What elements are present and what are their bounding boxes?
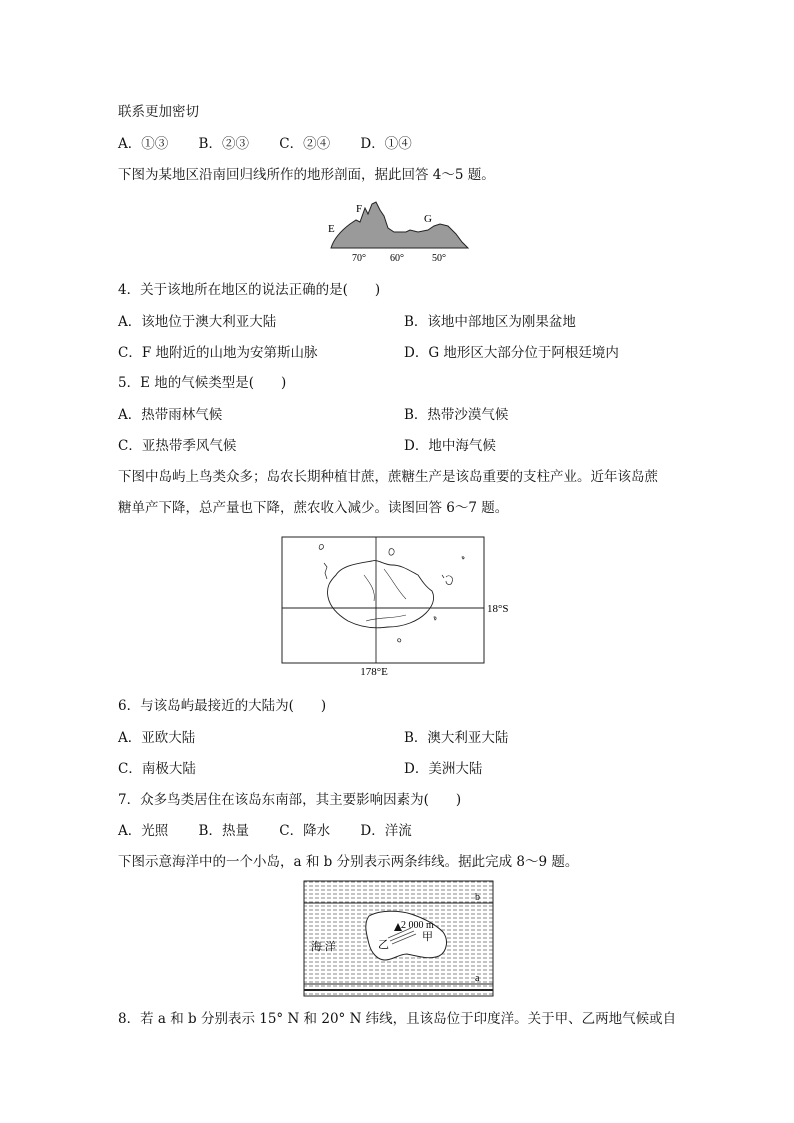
terrain-profile-shape — [331, 202, 468, 248]
ocean-island-figure — [303, 880, 495, 998]
q8-stem: 8．若 a 和 b 分别表示 15° N 和 20° N 纬线，且该岛位于印度洋。关于甲、乙两地气候或自 — [118, 1011, 677, 1027]
q7-option-b[interactable]: B．热量 — [198, 823, 249, 839]
q6-option-d[interactable]: D．美洲大陆 — [404, 761, 483, 777]
q3-options — [118, 135, 438, 153]
q5-option-b[interactable]: B．热带沙漠气候 — [404, 407, 509, 423]
q7-option-c[interactable]: C．降水 — [279, 823, 331, 839]
q3-option-d[interactable]: D．①④ — [360, 136, 412, 152]
q4-stem: 4．关于该地所在地区的说法正确的是( ) — [118, 282, 381, 298]
lat-label: 18°S — [487, 603, 509, 615]
q4-option-a[interactable]: A．该地位于澳大利亚大陆 — [118, 314, 277, 330]
q4-option-c[interactable]: C．F 地附近的山地为安第斯山脉 — [118, 345, 318, 361]
tick-60: 60° — [390, 253, 404, 264]
continuation-text: 联系更加密切 — [118, 104, 199, 120]
label-f: F — [356, 203, 363, 215]
tick-50: 50° — [432, 253, 446, 264]
q3-option-c[interactable]: C．②④ — [279, 136, 331, 152]
q6-option-b[interactable]: B．澳大利亚大陆 — [404, 730, 509, 746]
q5-option-c[interactable]: C．亚热带季风气候 — [118, 438, 237, 454]
terrain-profile-figure — [318, 198, 478, 266]
q6-option-a[interactable]: A．亚欧大陆 — [118, 730, 196, 746]
q7-option-d[interactable]: D．洋流 — [360, 823, 412, 839]
yi-label: 乙 — [378, 939, 389, 951]
intro-6-7-line1: 下图中岛屿上鸟类众多；岛农长期种植甘蔗，蔗糖生产是该岛重要的支柱产业。近年该岛蔗 — [118, 469, 658, 485]
jia-label: 甲 — [422, 931, 433, 943]
q4-option-d[interactable]: D．G 地形区大部分位于阿根廷境内 — [404, 345, 619, 361]
q7-stem: 7．众多鸟类居住在该岛东南部，其主要影响因素为( ) — [118, 792, 462, 808]
q7-option-a[interactable]: A．光照 — [118, 823, 169, 839]
tick-70: 70° — [352, 253, 366, 264]
line-a-label: a — [475, 973, 480, 984]
label-g: G — [424, 213, 432, 225]
q5-stem: 5．E 地的气候类型是( ) — [118, 375, 287, 391]
label-e: E — [328, 223, 335, 235]
intro-4-5: 下图为某地区沿南回归线所作的地形剖面，据此回答 4～5 题。 — [118, 167, 495, 183]
line-b-label: b — [475, 892, 480, 903]
q3-option-b[interactable]: B．②③ — [198, 136, 249, 152]
peak-elevation: 2 000 m — [401, 920, 434, 931]
lon-label: 178°E — [360, 666, 388, 678]
q6-option-c[interactable]: C．南极大陆 — [118, 761, 196, 777]
q4-option-b[interactable]: B．该地中部地区为刚果盆地 — [404, 314, 576, 330]
q3-option-a[interactable]: A．①③ — [118, 136, 169, 152]
island-map-figure — [280, 535, 520, 680]
ocean-label: 海 洋 — [311, 941, 336, 953]
map-frame — [282, 537, 484, 663]
intro-8-9: 下图示意海洋中的一个小岛，a 和 b 分别表示两条纬线。据此完成 8～9 题。 — [118, 854, 579, 870]
intro-6-7-line2: 糖单产下降，总产量也下降，蔗农收入减少。读图回答 6～7 题。 — [118, 500, 509, 516]
q5-option-d[interactable]: D．地中海气候 — [404, 438, 496, 454]
q6-stem: 6．与该岛屿最接近的大陆为( ) — [118, 698, 327, 714]
q7-options — [118, 822, 438, 840]
q5-option-a[interactable]: A．热带雨林气候 — [118, 407, 223, 423]
